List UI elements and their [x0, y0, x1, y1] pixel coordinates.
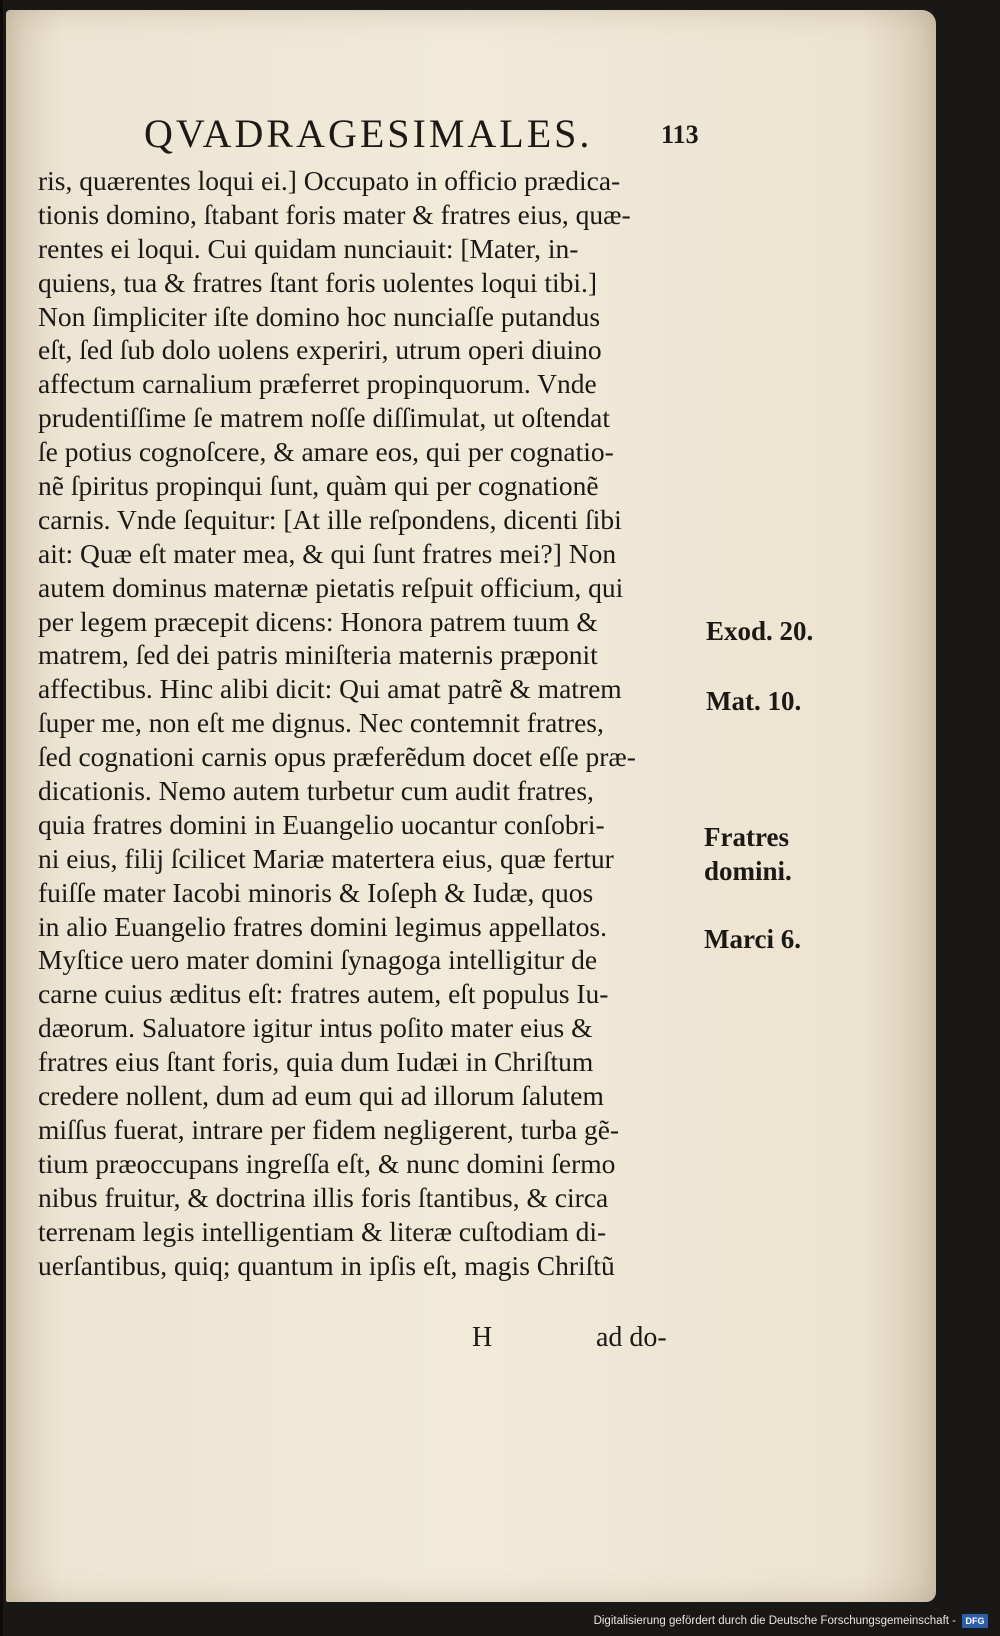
- text-line: Myſtice uero mater domini ſynagoga intelligitur de: [38, 944, 598, 976]
- text-line: credere nollent, dum ad eum qui ad illorum ſalutem: [38, 1080, 604, 1112]
- text-line: tionis domino, ſtabant foris mater & fratres eius, quæ-: [38, 198, 631, 230]
- text-line: uerſantibus, quiq; quantum in ipſis eſt, magis Chriſtũ: [38, 1249, 615, 1281]
- marginal-note-fratres: Fratres: [704, 822, 789, 852]
- body-text: [38, 164, 738, 1282]
- text-line: nẽ ſpiritus propinqui ſunt, quàm qui per cognationẽ: [38, 470, 599, 502]
- digitization-credit: [594, 1614, 988, 1628]
- text-line: fratres eius ſtant foris, quia dum Iudæi in Chriſtum: [38, 1046, 594, 1078]
- text-line: ſuper me, non eſt me dignus. Nec contemnit fratres,: [38, 707, 604, 739]
- marginal-note-mark: Marci 6.: [704, 924, 801, 954]
- text-line: affectibus. Hinc alibi dicit: Qui amat patrẽ & matrem: [38, 673, 622, 705]
- text-line: tium præoccupans ingreſſa eſt, & nunc domini ſermo: [38, 1147, 616, 1179]
- marginal-note-domini: domini.: [704, 856, 792, 886]
- text-line: terrenam legis intelligentiam & literæ cuſtodiam di-: [38, 1215, 607, 1247]
- text-line: autem dominus maternæ pietatis reſpuit officium, qui: [38, 571, 624, 603]
- text-line: per legem præcepit dicens: Honora patrem tuum &: [38, 605, 598, 637]
- scan-edge: [0, 0, 3, 1636]
- book-page: [6, 10, 936, 1602]
- text-line: ait: Quæ eſt mater mea, & qui ſunt fratres mei?] Non: [38, 537, 617, 569]
- text-line: ris, quærentes loqui ei.] Occupato in officio prædica-: [38, 165, 621, 196]
- signature-mark: H: [472, 1322, 493, 1353]
- text-line: quia fratres domini in Euangelio uocantur conſobri-: [38, 808, 605, 840]
- text-line: matrem, ſed dei patris miniſteria maternis præponit: [38, 639, 598, 671]
- catchword: ad do-: [596, 1322, 667, 1353]
- text-line: rentes ei loqui. Cui quidam nunciauit: [Mater, in-: [38, 232, 579, 264]
- text-line: affectum carnalium præferret propinquorum. Vnde: [38, 368, 597, 400]
- text-line: Non ſimpliciter iſte domino hoc nunciaſſe putandus: [38, 300, 601, 332]
- text-line: eſt, ſed ſub dolo uolens experiri, utrum operi diuino: [38, 334, 602, 366]
- marginal-note-exodus: Exod. 20.: [706, 616, 814, 646]
- marginal-note-matthew: Mat. 10.: [706, 686, 802, 716]
- folio-number: 113: [661, 120, 699, 149]
- text-line: quiens, tua & fratres ſtant foris uolentes loqui tibi.]: [38, 266, 598, 298]
- text-line: fuiſſe mater Iacobi minoris & Ioſeph & Iudæ, quos: [38, 876, 594, 908]
- text-line: carnis. Vnde ſequitur: [At ille reſpondens, dicenti ſibi: [38, 503, 622, 535]
- text-line: prudentiſſime ſe matrem noſſe diſſimulat, ut oſtendat: [38, 402, 611, 434]
- running-head: QVADRAGESIMALES.: [144, 111, 593, 156]
- text-line: ſed cognationi carnis opus præferẽdum docet eſſe præ-: [38, 741, 636, 773]
- credit-text: Digitalisierung gefördert durch die Deutsche Forschungsgemeinschaft -: [593, 1615, 956, 1627]
- text-line: nibus fruitur, & doctrina illis foris ſtantibus, & circa: [38, 1181, 609, 1213]
- text-line: ni eius, filij ſcilicet Mariæ matertera eius, quæ fertur: [38, 842, 614, 874]
- text-line: miſſus fuerat, intrare per fidem negligerent, turba gẽ-: [38, 1113, 620, 1145]
- dfg-logo-icon: DFG: [962, 1614, 988, 1628]
- text-line: in alio Euangelio fratres domini legimus appellatos.: [38, 910, 607, 942]
- text-line: dæorum. Saluatore igitur intus poſito mater eius &: [38, 1012, 593, 1044]
- text-line: ſe potius cognoſcere, & amare eos, qui per cognatio-: [38, 436, 614, 468]
- text-line: dicationis. Nemo autem turbetur cum audit fratres,: [38, 775, 594, 807]
- text-line: carne cuius æditus eſt: fratres autem, eſt populus Iu-: [38, 978, 609, 1010]
